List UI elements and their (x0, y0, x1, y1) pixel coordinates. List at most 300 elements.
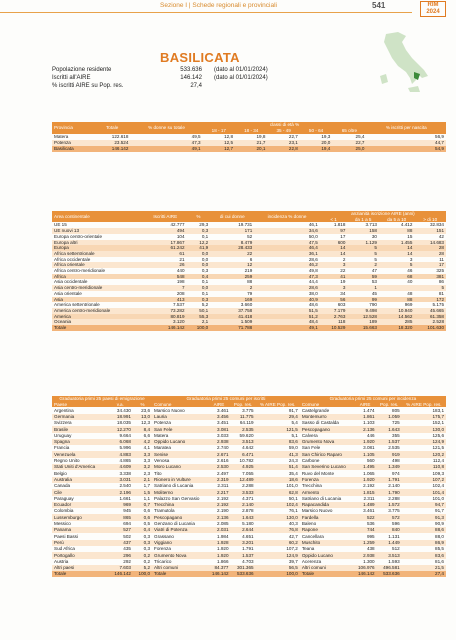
col-header: Comune (152, 402, 207, 408)
table-cell: 3.533 (231, 489, 256, 495)
table-cell: 435 (123, 546, 131, 552)
col-header: AIRE (207, 402, 230, 408)
table-cell: 2,1 (133, 477, 152, 483)
table-row (52, 325, 446, 331)
table-cell: 919 (377, 451, 402, 457)
table-cell: 0,0 (187, 251, 211, 257)
table-cell: 102,4 (256, 502, 300, 508)
table-cell: 1.065 (363, 470, 375, 476)
table-cell: 28,6 (254, 285, 320, 291)
table-cell: Maratea (154, 445, 171, 451)
table-cell: 840 (377, 527, 402, 533)
table-cell: 3,2 (133, 464, 152, 470)
table-cell: 3.513 (377, 552, 402, 558)
table-cell: 527 (108, 527, 133, 533)
table-cell: Tito (154, 470, 162, 476)
table-row (52, 146, 446, 152)
table-cell: 0,0 (187, 285, 211, 291)
table-cell: 29,4 (256, 414, 300, 420)
table-cell: 2.288 (242, 483, 254, 489)
col-header: Graduatoria primi 25 comuni per incidenza (300, 396, 446, 402)
table-cell: 158 (347, 228, 379, 234)
table-cell: Satriano di Lucania (154, 483, 194, 489)
table-cell: Ruvo del Monte (301, 470, 335, 476)
table-cell: 2.938 (207, 439, 230, 445)
table-cell: 9.498 (347, 308, 379, 314)
table-cell: 3.081 (363, 445, 375, 451)
table-cell: 91,3 (402, 514, 446, 520)
col-header: Paese (52, 402, 108, 408)
table-cell: Africa centro-meridionale (54, 268, 106, 274)
table-cell: Rapacandida (300, 502, 354, 508)
table-cell: Panama (52, 527, 108, 533)
table-cell: 102,4 (432, 483, 444, 489)
table-cell: 198 (176, 279, 185, 285)
col-header: % donne su totale (130, 122, 202, 134)
table-cell: Forenza (154, 546, 171, 552)
table-cell: Forenza (300, 477, 354, 483)
table-cell: 1.537 (231, 552, 256, 558)
col-header: % AIRE Pop. res. (256, 402, 300, 408)
summary-row (52, 66, 268, 74)
table-cell: 2.192 (207, 502, 230, 508)
table-cell: Africa orientale (52, 262, 144, 268)
table-cell: UE nuovi 13 (52, 228, 144, 234)
table-cell: 5.996 (119, 445, 131, 451)
table-cell: 10.940 (379, 308, 414, 314)
table-cell: 0,3 (187, 297, 211, 303)
table-cell: Uruguay (54, 432, 72, 438)
table-cell: 151 (414, 228, 446, 234)
table-cell: Viatri di Potenza (152, 527, 207, 533)
table-cell: Asia orientale (54, 290, 82, 296)
summary-row (52, 74, 268, 82)
table-cell: 5,2 (201, 302, 209, 308)
table-cell: 1.791 (377, 477, 402, 483)
table-cell: 46,2 (254, 262, 320, 268)
table-cell: 0,3 (187, 228, 211, 234)
table-cell: 2.192 (363, 483, 375, 489)
table-cell: 41.418 (210, 314, 254, 320)
table-cell: 1.449 (377, 540, 402, 546)
table-cell: 86 (438, 279, 444, 285)
table-cell: Oppido Lucano (300, 552, 354, 558)
table-cell: San Fele (301, 445, 321, 451)
table-cell: 41,3 (256, 451, 300, 457)
table-cell: Europa altri (52, 240, 144, 246)
table-cell: 8.479 (210, 240, 254, 246)
table-cell: 1.103 (363, 420, 375, 426)
summary-label: Popolazione residente (52, 67, 112, 73)
table-cell: 28,6 (308, 256, 318, 262)
table-cell: 1.537 (377, 439, 402, 445)
col-header: < 1 (320, 217, 348, 223)
table-cell: Pescopagano (152, 514, 207, 520)
table-cell: Acerenza (301, 558, 322, 564)
table-cell: 1,5 (133, 489, 152, 495)
table-cell: Ecuador (52, 502, 108, 508)
table-cell: Asia centro-meridionale (52, 285, 144, 291)
table-cell: 5 (347, 245, 379, 251)
table-cell: 502 (123, 533, 131, 539)
table-cell: 118 (320, 319, 348, 325)
table-cell: 0,3 (143, 546, 151, 552)
table-cell: Europa (52, 245, 144, 251)
table-cell: 22,7 (288, 134, 298, 140)
table-cell: 1.928 (207, 540, 230, 546)
col-header: da 1 a 5 (347, 217, 379, 223)
table-cell: 68 (379, 274, 414, 280)
table-cell: 44,4 (308, 279, 318, 285)
header-row (52, 396, 446, 402)
col-header: di cui donne (210, 211, 254, 222)
table-cell: 146.142 (94, 146, 130, 152)
table-cell: 3 (320, 285, 348, 291)
table-cell: 11 (439, 256, 444, 262)
table-cell: 438 (366, 546, 375, 552)
table-cell: Trecchina (301, 483, 322, 489)
table-cell: 146.142 (354, 571, 377, 577)
table-cell: 121,5 (432, 445, 444, 451)
table-cell: 19,3 (321, 134, 331, 140)
table-cell: Messico (54, 521, 71, 527)
table-cell: 64.119 (239, 420, 254, 426)
table-cell: 22,7 (332, 140, 366, 146)
table-cell: 26 (144, 262, 186, 268)
table-cell: 292 (123, 558, 131, 564)
table-cell: 40 (407, 279, 413, 285)
table-cell: 18.320 (379, 325, 414, 331)
table-cell: 44,7 (367, 140, 447, 146)
table-cell: Rapone (300, 527, 354, 533)
table-cell: 152,1 (432, 420, 444, 426)
table-cell: 130,0 (256, 514, 300, 520)
table-cell: Senise (152, 451, 207, 457)
table-cell: 183,1 (432, 407, 444, 413)
table-cell: 12,3 (141, 420, 151, 426)
table-cell: 5,4 (291, 420, 298, 426)
table-cell: 25,4 (355, 134, 365, 140)
table-cell: Fardella (300, 514, 354, 520)
table-cell: 2.031 (207, 527, 230, 533)
table-cell: 0,6 (143, 508, 151, 514)
table-cell: 1.984 (217, 533, 229, 539)
table-cell: 5 (347, 251, 379, 257)
table-cell: Francia (54, 445, 70, 451)
table-cell: 6.068 (108, 439, 133, 445)
table-cell: 1.920 (217, 546, 229, 552)
table-cell: 18.991 (108, 414, 133, 420)
col-header: 50 - 64 (300, 128, 332, 134)
table-cell: 125,6 (432, 432, 444, 438)
summary-value: 146.142 (180, 75, 202, 81)
table-cell: 0,0 (187, 262, 211, 268)
table-cell: 94,7 (402, 502, 446, 508)
table-cell: 3.461 (363, 508, 375, 514)
table-cell: Moliterno (152, 489, 207, 495)
table-cell: 2.671 (207, 451, 230, 457)
table-cell: 91,7 (435, 508, 444, 514)
table-cell: 73.282 (144, 308, 186, 314)
table-cell: 6,6 (143, 432, 151, 438)
col-header: Pop. res. (231, 402, 256, 408)
italy-map-icon (372, 30, 432, 100)
table-cell: 2.497 (217, 470, 229, 476)
table-cell: 53 (371, 279, 377, 285)
table-cell: Marsico Nuovo (154, 407, 185, 413)
table-cell: Stati Uniti d'America (52, 464, 108, 470)
table-cell: 2.540 (119, 483, 131, 489)
table-cell: 5 (374, 256, 377, 262)
table-cell: 694 (123, 521, 131, 527)
table-cell: 600 (320, 240, 348, 246)
table-cell: 4.642 (242, 445, 254, 451)
table-cell: 91,7 (288, 407, 298, 413)
table-cell: 0,0 (201, 256, 209, 262)
page-number: 541 (372, 1, 386, 10)
table-cell: 1.489 (354, 502, 377, 508)
table-cell: 7.179 (320, 308, 348, 314)
table-cell: 83,6 (402, 552, 446, 558)
table-cell: 81 (438, 290, 444, 296)
summary-block (52, 66, 268, 90)
table-cell: 97 (320, 228, 348, 234)
table-cell: 596 (392, 521, 400, 527)
table-cell: 2,3 (143, 470, 151, 476)
table-cell: 7.603 (108, 565, 133, 571)
table-cell: 107,2 (286, 546, 298, 552)
table-cell: 84.377 (207, 565, 230, 571)
table-cell: 0,3 (143, 533, 151, 539)
table-cell: 86,9 (402, 540, 446, 546)
table-cell: Australia (52, 477, 108, 483)
table-cell: 5 (379, 262, 414, 268)
table-cell: 2.190 (217, 508, 229, 514)
col-header: Comune (300, 402, 354, 408)
page-title: BASILICATA (160, 50, 240, 65)
table-cell: Spagna (52, 439, 108, 445)
table-cell: 2 (342, 256, 346, 262)
col-header: 35 - 49 (267, 128, 299, 134)
table-cell: 512 (392, 546, 400, 552)
table-cell: 2.288 (388, 495, 400, 501)
table-cell: 1.105 (354, 451, 377, 457)
table-cell: 51,4 (256, 464, 300, 470)
table-cell: 49,1 (254, 325, 320, 331)
table-cell: 2.140 (231, 502, 256, 508)
table-cell: 945 (123, 508, 131, 514)
col-header: Iscritti AIRE (144, 211, 186, 222)
col-header: Graduatoria primi 25 paesi di emigrazione (52, 396, 152, 402)
table-cell: 2.535 (388, 445, 400, 451)
table-cell: 3 (320, 262, 348, 268)
table-cell: 12.270 (108, 426, 133, 432)
table-cell: 1.920 (354, 439, 377, 445)
table-cell: Svizzera (54, 420, 72, 426)
table-cell: America centro-meridionale (52, 308, 144, 314)
table-cell: 2.136 (354, 426, 377, 432)
table-cell: 28.433 (210, 245, 254, 251)
table-cell: 325 (436, 268, 444, 274)
col-header: Area continentale (52, 211, 144, 222)
table-cell: 0,1 (201, 233, 209, 239)
table-cell: 171 (210, 228, 254, 234)
table-cell: 3,3 (143, 458, 151, 464)
table-cell: 32.834 (429, 222, 444, 228)
table-cell: 1.300 (363, 558, 375, 564)
table-cell: 51,2 (254, 314, 320, 320)
table-cell: Asia (52, 297, 144, 303)
table-cell: 40,9 (254, 297, 320, 303)
table-cell: 36,1 (254, 251, 320, 257)
table-cell: 4.412 (400, 222, 413, 228)
table-cell: 2,1 (187, 319, 211, 325)
table-cell: 1.920 (207, 552, 230, 558)
table-cell: 1.866 (217, 558, 229, 564)
table-cell: 21 (179, 256, 185, 262)
table-cell: 12,2 (187, 240, 211, 246)
table-cell: San Severino Lucano (300, 464, 354, 470)
summary-value: 27,4 (190, 83, 202, 89)
table-cell: 744 (354, 527, 377, 533)
table-cell: 49,5 (191, 134, 201, 140)
table-cell: 3.456 (207, 414, 230, 420)
table-cell: 104 (176, 233, 185, 239)
table-cell: Grassano (154, 533, 174, 539)
table-cell: 1.791 (242, 546, 254, 552)
table-cell: 805 (392, 407, 400, 413)
summary-value: 533.636 (180, 67, 202, 73)
table-cell: 12.528 (347, 314, 379, 320)
summary-row (52, 82, 268, 90)
table-cell: 2.136 (207, 514, 230, 520)
table-cell: 50,0 (308, 233, 318, 239)
table-cell: 3.713 (365, 222, 377, 228)
table-cell: 46,1 (308, 222, 318, 228)
table-cell: 52 (247, 233, 253, 239)
table-cell: 88 (379, 228, 414, 234)
table-cell: Totale (52, 325, 144, 331)
table-cell: 14 (320, 245, 348, 251)
table-cell: 124,9 (256, 552, 300, 558)
table-cell: 1 (347, 285, 379, 291)
table-cell: 41,9 (187, 245, 211, 251)
table-cell: Marsico Nuovo (301, 508, 333, 514)
table-cell: Lauria (152, 414, 207, 420)
table-cell: 146.142 (144, 325, 186, 331)
table-cell: Satriano di Lucania (301, 495, 342, 501)
table-cell: Colombia (54, 508, 74, 514)
table-cell: Portogallo (52, 552, 108, 558)
table-cell: Baleno (301, 521, 317, 527)
table-cell: San Fele (152, 426, 207, 432)
table-cell: 34 (340, 290, 346, 296)
col-header: % (133, 402, 152, 408)
table-cell: 110,8 (402, 464, 446, 470)
table-cell: Altri comuni (300, 565, 354, 571)
table-cell: Rionero in Vulture (152, 477, 207, 483)
table-cell: Teana (301, 546, 315, 552)
table-cell: 61.242 (144, 245, 186, 251)
table-cell: 17 (414, 262, 446, 268)
table-cell: 23,6 (141, 407, 151, 413)
table-cell: 7.055 (242, 470, 254, 476)
table-cell: Grumento Nova (152, 552, 207, 558)
table-row (52, 571, 446, 577)
table-cell: 22 (340, 268, 346, 274)
table-cell: 0,7 (133, 502, 152, 508)
table-cell: 2.192 (217, 495, 229, 501)
col-header: da 5 a 10 (379, 217, 414, 223)
table-cell: 1.920 (354, 477, 377, 483)
table-cell: Totale (52, 571, 108, 577)
table-cell: 533.636 (377, 571, 402, 577)
table-cell: 2.196 (108, 489, 133, 495)
table-cell: Venosa (154, 458, 170, 464)
table-cell: 12,5 (203, 140, 235, 146)
table-cell: 0,2 (133, 552, 152, 558)
table-cell: 14 (379, 251, 414, 257)
table-cell: 130,0 (402, 426, 446, 432)
table-cell: 83,6 (256, 439, 300, 445)
table-cell: 0,3 (201, 268, 209, 274)
table-cell: 124,9 (402, 439, 446, 445)
table-cell: 55,3 (187, 314, 211, 320)
table-cell: Belgio (54, 470, 67, 476)
table-cell: America (52, 314, 144, 320)
table-cell: UE 15 (54, 222, 67, 228)
table-cell: 5,2 (133, 565, 152, 571)
table-cell: 446 (366, 432, 375, 438)
table-cell: 2.311 (363, 495, 375, 501)
table-cell: 14 (320, 251, 348, 257)
table-cell: Pescopagano (300, 426, 354, 432)
table-cell: 56,5 (256, 565, 300, 571)
table-cell: 88 (247, 279, 253, 285)
table-cell: Totale (300, 571, 354, 577)
table-cell: 88 (379, 297, 414, 303)
table-cell: Muschito (300, 540, 354, 546)
table-cell: 100,0 (256, 571, 300, 577)
table-cell: 109,3 (432, 470, 444, 476)
table-cell: 9.664 (119, 432, 131, 438)
col-header: 65 oltre (332, 128, 366, 134)
table-cell: 4.651 (242, 533, 254, 539)
table-cell: 3.461 (217, 407, 229, 413)
table-cell: Africa settentrionale (52, 251, 144, 257)
table-cell: 496.581 (377, 565, 402, 571)
summary-label: % iscritti AIRE su Pop. res. (52, 83, 124, 89)
table-cell: 29,3 (199, 222, 209, 228)
table-cell: 1.818 (333, 222, 346, 228)
table-cell: 560 (366, 458, 375, 464)
table-cell: 3.451 (217, 420, 229, 426)
table-cell: 15.663 (347, 325, 379, 331)
table-cell: 48,4 (254, 319, 320, 325)
table-cell: 381 (414, 274, 446, 280)
table-cell: 6 (249, 256, 253, 262)
table-cell: 106.976 (354, 565, 377, 571)
table-cell: 34,6 (254, 228, 320, 234)
table-cell: 603 (337, 302, 346, 308)
table-cell: 285 (379, 319, 414, 325)
table-cell: 47,5 (254, 240, 320, 246)
table-cell: 18.035 (116, 420, 131, 426)
table-cell: 725 (392, 420, 400, 426)
table-cell: Sud Africa (54, 546, 75, 552)
table-cell: 19,4 (300, 146, 332, 152)
table-cell: 259 (210, 274, 254, 280)
